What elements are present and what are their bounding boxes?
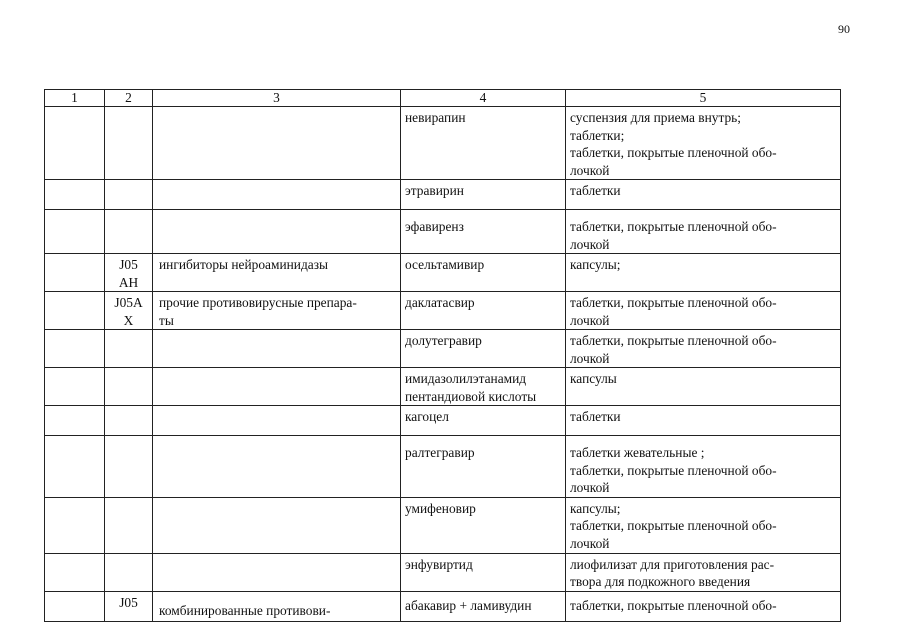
cell-atc-code xyxy=(105,292,153,330)
cell-line: таблетки, покрытые пленочной обо- xyxy=(570,219,777,234)
cell-line: таблетки, покрытые пленочной обо- xyxy=(570,145,777,160)
cell-atc-code xyxy=(105,553,153,591)
cell-dosage-forms xyxy=(566,180,841,210)
cell-group xyxy=(153,254,401,292)
cell-atc-code xyxy=(105,406,153,436)
cell-line: прочие противовирусные препара- xyxy=(159,295,357,310)
cell-atc-code xyxy=(105,254,153,292)
cell-group xyxy=(153,497,401,553)
cell-empty xyxy=(45,553,105,591)
cell-dosage-forms xyxy=(566,591,841,621)
cell-line: капсулы xyxy=(570,371,617,386)
cell-atc-code xyxy=(105,368,153,406)
table-row xyxy=(45,497,841,553)
cell-line: лочкой xyxy=(570,162,610,178)
cell-line: ты xyxy=(159,312,174,328)
cell-dosage-forms xyxy=(566,406,841,436)
cell-drug-name xyxy=(401,553,566,591)
cell-dosage-forms xyxy=(566,436,841,498)
cell-dosage-forms xyxy=(566,330,841,368)
cell-line: X xyxy=(123,312,134,328)
cell-atc-code xyxy=(105,107,153,180)
cell-line: даклатасвир xyxy=(405,295,475,310)
cell-line: имидазолилэтанамид xyxy=(405,371,527,386)
cell-line: суспензия для приема внутрь; xyxy=(570,110,742,125)
cell-group xyxy=(153,553,401,591)
cell-line: таблетки, покрытые пленочной обо- xyxy=(570,333,777,348)
cell-line: лочкой xyxy=(570,350,610,366)
cell-line: таблетки, покрытые пленочной обо- xyxy=(570,597,777,613)
page-number: 90 xyxy=(838,22,850,36)
cell-drug-name xyxy=(401,368,566,406)
cell-line: капсулы; xyxy=(570,257,621,272)
cell-line: умифеновир xyxy=(405,500,476,516)
table-row xyxy=(45,210,841,254)
column-header: 4 xyxy=(401,90,566,107)
cell-line: J05 xyxy=(119,594,138,610)
cell-drug-name xyxy=(401,330,566,368)
cell-drug-name xyxy=(401,210,566,254)
cell-line: лочкой xyxy=(570,312,610,328)
cell-drug-name xyxy=(401,254,566,292)
table-row xyxy=(45,553,841,591)
cell-line: невирапин xyxy=(405,110,466,125)
cell-line: капсулы; xyxy=(570,500,621,516)
table-row xyxy=(45,436,841,498)
cell-drug-name xyxy=(401,591,566,621)
column-header: 2 xyxy=(105,90,153,107)
cell-empty xyxy=(45,210,105,254)
column-header: 3 xyxy=(153,90,401,107)
table-row xyxy=(45,254,841,292)
cell-line: комбинированные противови- xyxy=(159,602,331,618)
table-row xyxy=(45,406,841,436)
table-row xyxy=(45,180,841,210)
cell-line: ралтегравир xyxy=(405,445,475,460)
cell-atc-code xyxy=(105,591,153,621)
cell-empty xyxy=(45,436,105,498)
cell-empty xyxy=(45,330,105,368)
cell-atc-code xyxy=(105,210,153,254)
table-row xyxy=(45,591,841,621)
cell-drug-name xyxy=(401,406,566,436)
cell-line: J05 xyxy=(119,257,138,272)
cell-line: таблетки xyxy=(570,183,621,198)
cell-empty xyxy=(45,107,105,180)
cell-atc-code xyxy=(105,180,153,210)
cell-empty xyxy=(45,591,105,621)
cell-dosage-forms xyxy=(566,292,841,330)
cell-line: абакавир + ламивудин xyxy=(405,597,532,613)
cell-line: лиофилизат для приготовления рас- xyxy=(570,556,775,572)
cell-empty xyxy=(45,254,105,292)
column-header: 1 xyxy=(45,90,105,107)
cell-line: J05A xyxy=(114,295,143,310)
cell-line: лочкой xyxy=(570,480,610,495)
cell-dosage-forms xyxy=(566,553,841,591)
cell-drug-name xyxy=(401,180,566,210)
cell-group xyxy=(153,107,401,180)
cell-drug-name xyxy=(401,497,566,553)
cell-line: кагоцел xyxy=(405,409,449,424)
cell-line: этравирин xyxy=(405,183,464,198)
cell-line: твора для подкожного введения xyxy=(570,574,751,589)
cell-dosage-forms xyxy=(566,254,841,292)
cell-atc-code xyxy=(105,330,153,368)
cell-group xyxy=(153,591,401,621)
table-row xyxy=(45,107,841,180)
cell-dosage-forms xyxy=(566,497,841,553)
table-row xyxy=(45,368,841,406)
cell-line: лочкой xyxy=(570,236,610,252)
cell-empty xyxy=(45,368,105,406)
table-row xyxy=(45,292,841,330)
cell-line: таблетки; xyxy=(570,127,625,143)
cell-line: таблетки, покрытые пленочной обо- xyxy=(570,295,777,310)
cell-drug-name xyxy=(401,292,566,330)
cell-dosage-forms xyxy=(566,368,841,406)
cell-empty xyxy=(45,292,105,330)
cell-group xyxy=(153,292,401,330)
cell-line: долутегравир xyxy=(405,333,482,348)
cell-drug-name xyxy=(401,436,566,498)
cell-line: лочкой xyxy=(570,535,610,551)
cell-empty xyxy=(45,406,105,436)
cell-group xyxy=(153,180,401,210)
drug-table xyxy=(44,89,841,622)
cell-line: таблетки, покрытые пленочной обо- xyxy=(570,462,777,478)
cell-group xyxy=(153,210,401,254)
cell-drug-name xyxy=(401,107,566,180)
cell-group xyxy=(153,406,401,436)
cell-line: таблетки xyxy=(570,409,621,424)
cell-empty xyxy=(45,497,105,553)
cell-line: ингибиторы нейроаминидазы xyxy=(159,257,329,272)
cell-line: осельтамивир xyxy=(405,257,485,272)
cell-dosage-forms xyxy=(566,210,841,254)
cell-atc-code xyxy=(105,497,153,553)
column-header: 5 xyxy=(566,90,841,107)
cell-line: эфавиренз xyxy=(405,219,464,234)
cell-dosage-forms xyxy=(566,107,841,180)
cell-group xyxy=(153,330,401,368)
cell-group xyxy=(153,368,401,406)
cell-line: таблетки жевательные ; xyxy=(570,445,705,460)
cell-line: пентандиовой кислоты xyxy=(405,388,537,404)
cell-line: AH xyxy=(118,274,139,290)
cell-group xyxy=(153,436,401,498)
cell-empty xyxy=(45,180,105,210)
cell-atc-code xyxy=(105,436,153,498)
table-header-row xyxy=(45,90,841,107)
table-row xyxy=(45,330,841,368)
cell-line: энфувиртид xyxy=(405,556,473,572)
cell-line: таблетки, покрытые пленочной обо- xyxy=(570,518,777,533)
